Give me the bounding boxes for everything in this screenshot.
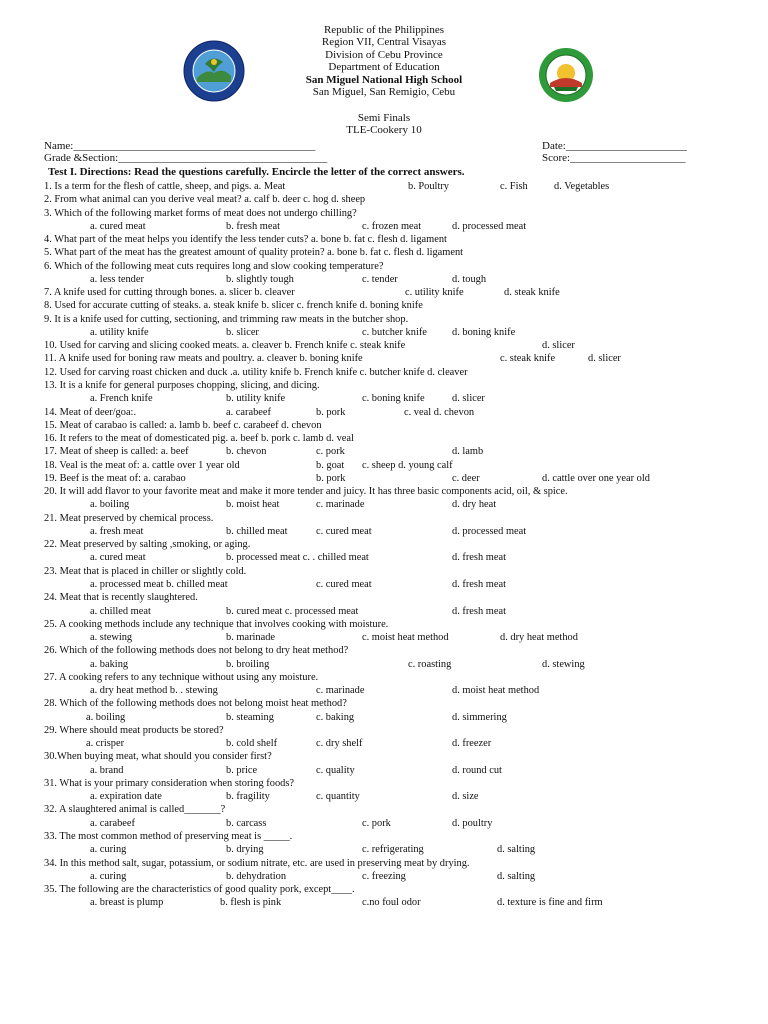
question-line <box>0 817 768 830</box>
answer-choice: b. broiling <box>226 658 270 670</box>
answer-choice: b. goat <box>316 459 345 471</box>
answer-choice: c. sheep d. young calf <box>362 459 453 471</box>
answer-choice: d. moist heat method <box>452 685 540 697</box>
question-text: a. less tender <box>90 273 144 285</box>
question-line <box>0 565 768 578</box>
answer-choice: b. price <box>226 764 258 776</box>
question-line <box>0 193 768 206</box>
answer-choice: d. salting <box>497 870 536 882</box>
question-text: a. French knife <box>90 393 153 405</box>
question-text: 33. The most common method of preserving meat is _____. <box>44 831 293 843</box>
question-line <box>0 591 768 604</box>
question-text: a. cured meat <box>90 220 146 232</box>
question-line <box>0 684 768 697</box>
question-text: 2. From what animal can you derive veal meat? a. calf b. deer c. hog d. sheep <box>44 194 366 206</box>
question-line <box>0 180 768 193</box>
question-text: 22. Meat preserved by salting ,smoking, or aging. <box>44 539 251 551</box>
exam-subject: TLE-Cookery 10 <box>346 124 422 137</box>
answer-choice: b. cured meat c. processed meat <box>226 605 359 617</box>
question-text: 12. Used for carving roast chicken and duck .a. utility knife b. French knife c. butcher knife d. cleaver <box>44 366 468 378</box>
answer-choice: b. fragility <box>226 791 270 803</box>
answer-choice: b. chilled meat <box>226 525 288 537</box>
question-line <box>0 233 768 246</box>
answer-choice: b. processed meat c. . chilled meat <box>226 552 369 564</box>
question-text: 13. It is a knife for general purposes chopping, slicing, and dicing. <box>44 379 320 391</box>
answer-choice: d. stewing <box>542 658 585 670</box>
answer-choice: d. round cut <box>452 764 502 776</box>
question-line <box>0 406 768 419</box>
letterhead-line: Department of Education <box>328 61 440 74</box>
question-line <box>0 432 768 445</box>
answer-choice: d. slicer <box>542 340 575 352</box>
question-line <box>0 618 768 631</box>
answer-choice: c. marinade <box>316 499 365 511</box>
question-text: 11. A knife used for boning raw meats and poultry. a. cleaver b. boning knife <box>44 353 363 365</box>
answer-choice: b. pork <box>316 406 346 418</box>
answer-choice: c. utility knife <box>405 287 464 299</box>
question-text: a. carabeef <box>90 817 135 829</box>
question-text: 26. Which of the following methods does not belong to dry heat method? <box>44 645 349 657</box>
question-text: 1. Is a term for the flesh of cattle, sheep, and pigs. a. Meat <box>44 181 286 192</box>
question-text: a. curing <box>90 870 127 882</box>
answer-choice: b. marinade <box>226 632 276 644</box>
question-text: 31. What is your primary consideration when storing foods? <box>44 777 294 789</box>
answer-choice: c. marinade <box>316 685 365 697</box>
question-text: a. fresh meat <box>90 525 144 537</box>
question-line <box>0 220 768 233</box>
answer-choice: c. boning knife <box>362 393 425 405</box>
letterhead-line: Region VII, Central Visayas <box>321 36 447 49</box>
answer-choice: c. pork <box>362 817 391 829</box>
question-line <box>0 857 768 870</box>
question-line <box>0 498 768 511</box>
question-text: 19. Beef is the meat of: a. carabao <box>44 472 186 484</box>
school-name: San Miguel National High School <box>305 73 463 86</box>
question-line <box>0 803 768 816</box>
answer-choice: b. pork <box>316 472 346 484</box>
answer-choice: d. texture is fine and firm <box>497 897 603 909</box>
answer-choice: d. fresh meat <box>452 605 506 617</box>
question-text: 14. Meat of deer/goa:. <box>44 406 137 418</box>
question-line <box>0 830 768 843</box>
answer-choice: d. processed meat <box>452 220 527 232</box>
answer-choice: d. dry heat <box>452 499 497 511</box>
question-line <box>0 750 768 763</box>
answer-choice: c. tender <box>362 273 398 285</box>
question-line <box>0 273 768 286</box>
answer-choice: d. slicer <box>452 393 485 405</box>
question-line <box>0 538 768 551</box>
answer-choice: b. utility knife <box>226 393 286 405</box>
question-line <box>0 724 768 737</box>
letterhead-line: Division of Cebu Province <box>325 48 443 61</box>
answer-choice: c. cured meat <box>316 525 372 537</box>
question-line <box>0 313 768 326</box>
answer-choice: d. simmering <box>452 711 507 723</box>
exam-term: Semi Finals <box>357 112 411 124</box>
answer-choice: b. cold shelf <box>226 738 278 750</box>
answer-choice: c. pork <box>316 446 345 458</box>
answer-choice: d. processed meat <box>452 525 527 537</box>
question-line <box>0 644 768 657</box>
question-line <box>0 843 768 856</box>
question-line <box>0 286 768 299</box>
question-line <box>0 260 768 273</box>
question-line <box>0 352 768 365</box>
answer-choice: b. dehydration <box>226 870 287 882</box>
question-text: 9. It is a knife used for cutting, sectioning, and trimming raw meats in the butcher shop. <box>44 313 409 325</box>
school-address: San Miguel, San Remigio, Cebu <box>312 86 456 99</box>
question-text: 25. A cooking methods include any technique that involves cooking with moisture. <box>44 618 389 630</box>
question-line <box>0 207 768 220</box>
question-text: a. stewing <box>90 632 133 644</box>
question-text: a. breast is plump <box>90 897 164 909</box>
question-text: 27. A cooking refers to any technique without using any moisture. <box>44 671 319 683</box>
answer-choice: d. dry heat method <box>500 632 578 644</box>
answer-choice: c. dry shelf <box>316 738 363 750</box>
question-text: a. baking <box>90 658 129 670</box>
question-text: 34. In this method salt, sugar, potassium, or sodium nitrate, etc. are used in preserving meat by drying. <box>44 857 470 869</box>
grade-section-field[interactable]: Grade &Section:______________________________________ <box>44 152 328 164</box>
answer-choice: d. fresh meat <box>452 578 506 590</box>
question-line <box>0 697 768 710</box>
letterhead <box>0 24 768 98</box>
question-text: 20. It will add flavor to your favorite meat and make it more tender and juicy. It has three basic components acid, oil, & spice. <box>44 486 568 498</box>
question-text: a. boiling <box>86 711 126 723</box>
question-text: 21. Meat preserved by chemical process. <box>44 512 214 524</box>
question-text: 29. Where should meat products be stored? <box>44 724 224 736</box>
question-line <box>0 671 768 684</box>
answer-choice: b. slicer <box>226 326 259 338</box>
question-line <box>0 525 768 538</box>
answer-choice: c. Fish <box>500 181 528 192</box>
question-line <box>0 392 768 405</box>
question-text: 15. Meat of carabao is called: a. lamb b. beef c. carabeef d. chevon <box>44 419 322 431</box>
answer-choice: c. baking <box>316 711 355 723</box>
answer-choice: d. boning knife <box>452 326 516 338</box>
answer-choice: c. quality <box>316 764 355 776</box>
question-text: a. processed meat b. chilled meat <box>90 578 228 590</box>
question-line <box>0 658 768 671</box>
question-text: 35. The following are the characteristics of good quality pork, except____. <box>44 884 355 896</box>
question-line <box>0 551 768 564</box>
question-line <box>0 339 768 352</box>
question-line <box>0 512 768 525</box>
question-text: 4. What part of the meat helps you identify the less tender cuts? a. bone b. fat c. flesh d. ligament <box>44 234 447 246</box>
question-text: a. brand <box>90 764 124 776</box>
question-text: 28. Which of the following methods does not belong moist heat method? <box>44 698 347 710</box>
question-text: a. dry heat method b. . stewing <box>90 685 218 697</box>
question-line <box>0 631 768 644</box>
question-text: 10. Used for carving and slicing cooked meats. a. cleaver b. French knife c. steak knife <box>44 340 406 352</box>
question-line <box>0 737 768 750</box>
answer-choice: b. chevon <box>226 446 267 458</box>
question-text: 18. Veal is the meat of: a. cattle over 1 year old <box>44 459 240 471</box>
question-line <box>0 419 768 432</box>
answer-choice: d. tough <box>452 273 487 285</box>
question-line <box>0 605 768 618</box>
question-text: a. chilled meat <box>90 605 151 617</box>
answer-choice: d. freezer <box>452 738 492 750</box>
answer-choice: d. lamb <box>452 446 484 458</box>
answer-choice: c. roasting <box>408 658 452 670</box>
question-line <box>0 366 768 379</box>
question-text: 16. It refers to the meat of domesticated pig. a. beef b. pork c. lamb d. veal <box>44 433 354 445</box>
answer-choice: c. deer <box>452 472 480 484</box>
answer-choice: c. frozen meat <box>362 220 422 232</box>
question-line <box>0 485 768 498</box>
answer-choice: d. cattle over one year old <box>542 472 650 484</box>
question-text: 6. Which of the following meat cuts requires long and slow cooking temperature? <box>44 260 384 272</box>
question-line <box>0 472 768 485</box>
question-line <box>0 896 768 909</box>
answer-choice: b. fresh meat <box>226 220 280 232</box>
question-text: a. boiling <box>90 499 130 511</box>
question-text: 24. Meat that is recently slaughtered. <box>44 592 198 604</box>
question-text: 17. Meat of sheep is called: a. beef <box>44 446 189 458</box>
answer-choice: b. steaming <box>226 711 274 723</box>
answer-choice: b. moist heat <box>226 499 280 511</box>
date-field[interactable]: Date:______________________ <box>542 140 687 152</box>
answer-choice: b. flesh is pink <box>220 897 282 909</box>
question-line <box>0 578 768 591</box>
question-text: a. cured meat <box>90 552 146 564</box>
answer-choice: a. carabeef <box>226 406 271 418</box>
answer-choice: c. refrigerating <box>362 844 424 856</box>
answer-choice: b. drying <box>226 844 264 856</box>
question-text: a. crisper <box>86 738 125 750</box>
question-line <box>0 326 768 339</box>
answer-choice: c. moist heat method <box>362 632 449 644</box>
answer-choice: c. veal d. chevon <box>404 406 475 418</box>
directions: Test I. Directions: Read the questions carefully. Encircle the letter of the correct answers. <box>48 166 465 178</box>
score-field[interactable]: Score:_____________________ <box>542 152 686 164</box>
answer-choice: c. steak knife <box>500 353 556 365</box>
question-text: a. utility knife <box>90 326 149 338</box>
question-line <box>0 711 768 724</box>
answer-choice: d. fresh meat <box>452 552 506 564</box>
question-line <box>0 764 768 777</box>
question-text: 30.When buying meat, what should you consider first? <box>44 751 272 763</box>
question-line <box>0 459 768 472</box>
question-text: a. expiration date <box>90 791 162 803</box>
question-text: 8. Used for accurate cutting of steaks. a. steak knife b. slicer c. french knife d. boning knife <box>44 300 423 312</box>
letterhead-line: Republic of the Philippines <box>323 24 445 36</box>
question-line <box>0 883 768 896</box>
answer-choice: d. steak knife <box>504 287 560 299</box>
answer-choice: b. Poultry <box>408 181 449 192</box>
question-list <box>0 180 768 910</box>
answer-choice: d. Vegetables <box>554 181 610 192</box>
answer-choice: c. butcher knife <box>362 326 427 338</box>
question-line <box>0 870 768 883</box>
question-line <box>0 246 768 259</box>
name-field[interactable]: Name:____________________________________________ <box>44 140 316 152</box>
answer-choice: c. cured meat <box>316 578 372 590</box>
question-text: 7. A knife used for cutting through bones. a. slicer b. cleaver <box>44 287 295 299</box>
answer-choice: c. freezing <box>362 870 406 882</box>
question-line <box>0 445 768 458</box>
answer-choice: d. size <box>452 791 479 803</box>
question-line <box>0 777 768 790</box>
answer-choice: c.no foul odor <box>362 897 421 909</box>
question-text: 5. What part of the meat has the greatest amount of quality protein? a. bone b. fat c. flesh d. ligament <box>44 247 464 259</box>
question-text: a. curing <box>90 844 127 856</box>
question-line <box>0 379 768 392</box>
exam-title <box>0 112 768 137</box>
answer-choice: c. quantity <box>316 791 360 803</box>
answer-choice: b. slightly tough <box>226 273 294 285</box>
answer-choice: b. carcass <box>226 817 267 829</box>
question-line <box>0 299 768 312</box>
answer-choice: d. poultry <box>452 817 493 829</box>
answer-choice: d. salting <box>497 844 536 856</box>
question-text: 3. Which of the following market forms of meat does not undergo chilling? <box>44 207 357 219</box>
answer-choice: d. slicer <box>588 353 621 365</box>
question-text: 32. A slaughtered animal is called_______? <box>44 804 226 816</box>
question-text: 23. Meat that is placed in chiller or slightly cold. <box>44 565 247 577</box>
question-line <box>0 790 768 803</box>
